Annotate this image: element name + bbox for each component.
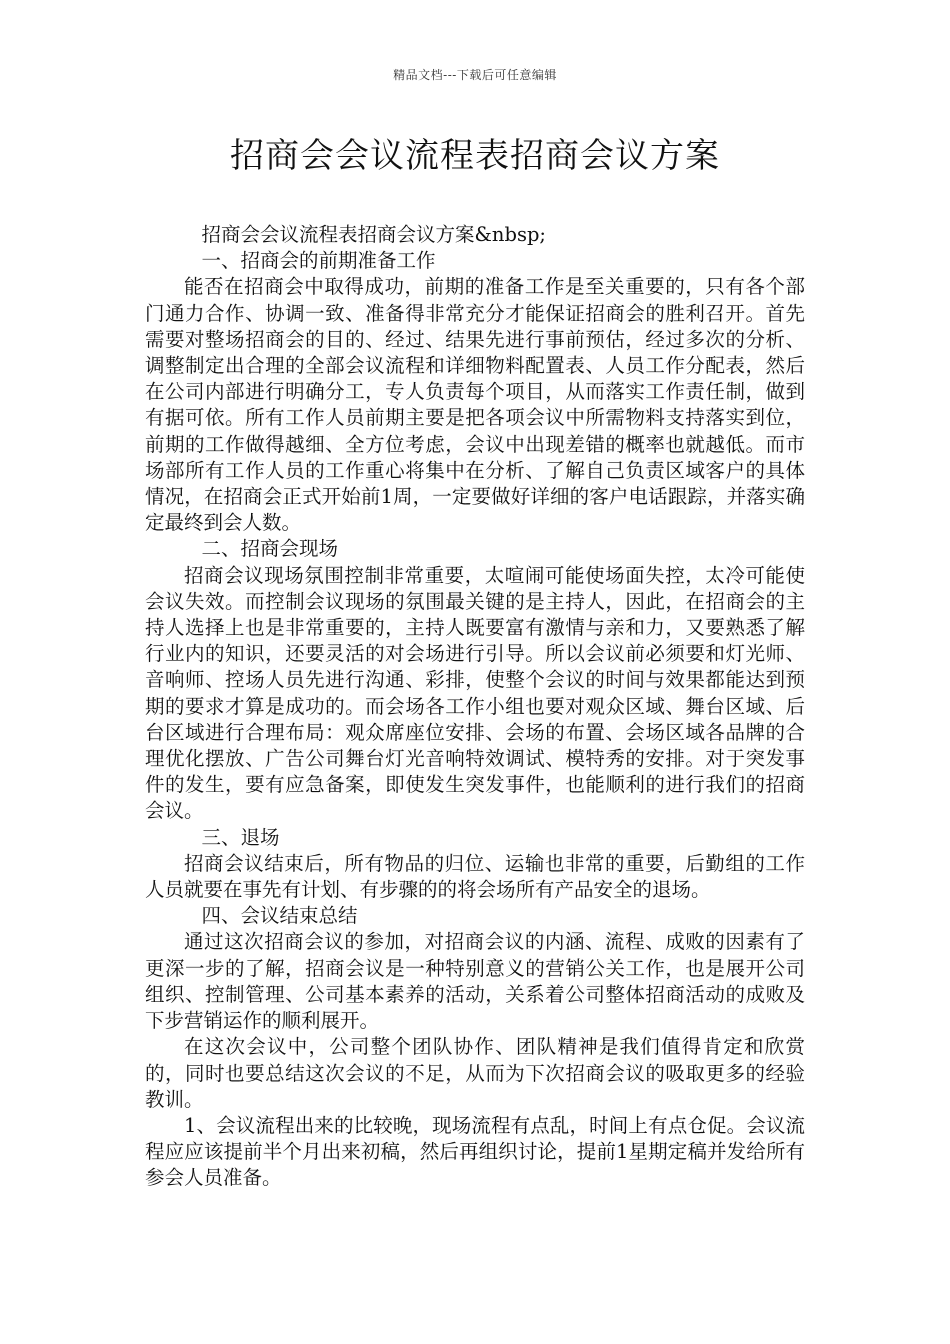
paragraph-venue: 招商会议现场氛围控制非常重要，太喧闹可能使场面失控，太冷可能使会议失效。而控制会议现场的氛围最关键的是主持人，因此，在招商会的主持人选择上也是非常重要的，主持人既要富有激情与亲和力，又要熟悉了解行业内的知识，还要灵活的对会场进行引导。所以会议前必须要和灯光师、音响师、控场人员先进行沟通、彩排，使整个会议的时间与效果都能达到预期的要求才算是成功的。而会场各工作小组也要对观众区域、舞台区域、后台区域进行合理布局：观众席座位安排、会场的布置、会场区域各品牌的合理优化摆放、广告公司舞台灯光音响特效调试、模特秀的安排。对于突发事件的发生，要有应急备案，即使发生突发事件，也能顺利的进行我们的招商会议。: [145, 563, 805, 823]
section-heading-2: 二、招商会现场: [201, 537, 339, 561]
paragraph-teamwork: 在这次会议中，公司整个团队协作、团队精神是我们值得肯定和欣赏的，同时也要总结这次会议的不足，从而为下次招商会议的吸取更多的经验教训。: [145, 1035, 805, 1111]
document-title: 招商会会议流程表招商会议方案: [230, 136, 720, 176]
paragraph-exit: 招商会议结束后，所有物品的归位、运输也非常的重要，后勤组的工作人员就要在事先有计划、有步骤的的将会场所有产品安全的退场。: [145, 851, 805, 902]
paragraph-preparation: 能否在招商会中取得成功，前期的准备工作是至关重要的，只有各个部门通力合作、协调一致、准备得非常充分才能保证招商会的胜利召开。首先需要对整场招商会的目的、经过、结果先进行事前预估，经过多次的分析、调整制定出合理的全部会议流程和详细物料配置表、人员工作分配表，然后在公司内部进行明确分工，专人负责每个项目，从而落实工作责任制，做到有据可依。所有工作人员前期主要是把各项会议中所需物料支持落实到位，前期的工作做得越细、全方位考虑，会议中出现差错的概率也就越低。而市场部所有工作人员的工作重心将集中在分析、了解自己负责区域客户的具体情况，在招商会正式开始前1周，一定要做好详细的客户电话跟踪，并落实确定最终到会人数。: [145, 275, 805, 535]
header-note: 精品文档---下载后可任意编辑: [393, 68, 557, 82]
section-heading-1: 一、招商会的前期准备工作: [201, 249, 436, 273]
document-body: [145, 222, 805, 1192]
section-heading-4: 四、会议结束总结: [201, 904, 358, 928]
paragraph-item-1: 1、会议流程出来的比较晚，现场流程有点乱，时间上有点仓促。会议流程应应该提前半个月出来初稿，然后再组织讨论，提前1星期定稿并发给所有参会人员准备。: [145, 1113, 805, 1190]
doc-subtitle-line: 招商会会议流程表招商会议方案&nbsp;: [201, 223, 547, 246]
section-heading-3: 三、退场: [201, 825, 280, 849]
paragraph-summary: 通过这次招商会议的参加，对招商会议的内涵、流程、成败的因素有了更深一步的了解，招商会议是一种特别意义的营销公关工作，也是展开公司组织、控制管理、公司基本素养的活动，关系着公司整体招商活动的成败及下步营销运作的顺利展开。: [145, 930, 805, 1033]
